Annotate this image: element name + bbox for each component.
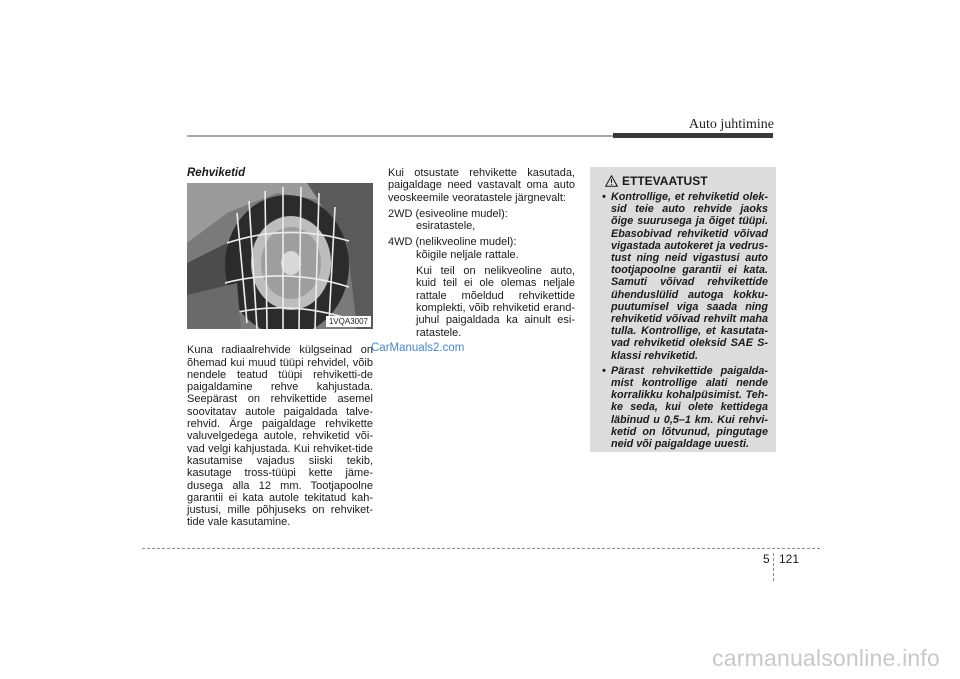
site-watermark: carmanualsonline.info <box>712 645 940 671</box>
page-section-title: Auto juhtimine <box>688 117 774 132</box>
caution-item: • Pärast rehvikettide paigalda-mist kontrollige alati nende korralikku kohalpüsimist. Teh-ke seda, kui olete kettidega läbinud u 0,5–1 km. Kui rehvi-ketid on lõtvunud, pingutage neid või paigaldage uuesti. <box>602 364 768 451</box>
item-4wd-label: 4WD (nelikveoline mudel): <box>388 236 517 249</box>
chapter-number: 5 <box>763 552 770 566</box>
middle-column <box>388 167 575 339</box>
page-number-separator <box>773 553 774 581</box>
caution-box <box>590 167 776 452</box>
page-number: 121 <box>779 552 800 566</box>
carmanuals-watermark: CarManuals2.com <box>371 342 465 354</box>
item-4wd-value: kõigile neljale rattale. <box>416 248 519 261</box>
caution-item: • Kontrollige, et rehviketid olek-sid teie auto rehvide jaoks õige suurusega ja õiget tüüpi. Ebasobivad rehviketid võivad vigastada autokeret ja vedrus-tust ning neid vigastusi auto tootjapoolne garantii ei kata. Samuti võivad rehvikettide ühenduslülid autoga kokku-puutumisel viga saada ning rehviketid võivad rehvilt maha tulla. Kontrollige, et kasutata-vad rehviketid oleksid SAE S-klassi rehviketid. <box>602 191 768 362</box>
photo-code-label: 1VQA3007 <box>326 316 371 327</box>
caution-list <box>599 191 768 450</box>
item-2wd-label: 2WD (esiveoline mudel): <box>388 207 508 220</box>
item-4wd-note: Kui teil on nelikveoline auto, kuid teil ei ole olemas neljale rattale mõeldud rehvikettide komplekti, võib rehviketid erand-juhul paigaldada ka ainult esi-ratastele. <box>416 265 575 339</box>
caution-title-row <box>605 174 768 188</box>
caution-title: ETTEVAATUST <box>622 174 708 188</box>
left-column <box>187 167 373 529</box>
item-2wd-value: esiratastele, <box>416 220 476 233</box>
footer-rule <box>142 548 820 549</box>
col1-paragraph: Kuna radiaalrehvide külgseinad on õhemad kui muud tüüpi rehvidel, võib nendele teatud tüüpi rehviketti-de paigaldamine rehve kahjustada. Seepärast on rehvikettide asemel soovitatav autole paigaldada talve-rehvid. Ärge paigaldage rehvikette valuvelgedega autole, rehviketid või-vad velgi kahjustada. Kui rehviket-tide kasutamise vajadus siiski tekib, kasutage tross-tüüpi kette jäme-dusega alla 12 mm. Tootjapoolne garantii ei kata autole tekitatud kah-justusi, mille põhjuseks on rehviket-tide vale kasutamine. <box>187 344 373 529</box>
warning-triangle-icon <box>605 175 618 187</box>
tire-chain-photo <box>187 183 373 329</box>
header-rule-accent <box>613 133 773 138</box>
col2-intro: Kui otsustate rehvikette kasutada, paigaldage need vastavalt oma auto veoskeemile veoratastele järgnevalt: <box>388 167 575 204</box>
section-heading: Rehviketid <box>187 167 246 179</box>
tire-chain-illustration <box>187 183 373 329</box>
